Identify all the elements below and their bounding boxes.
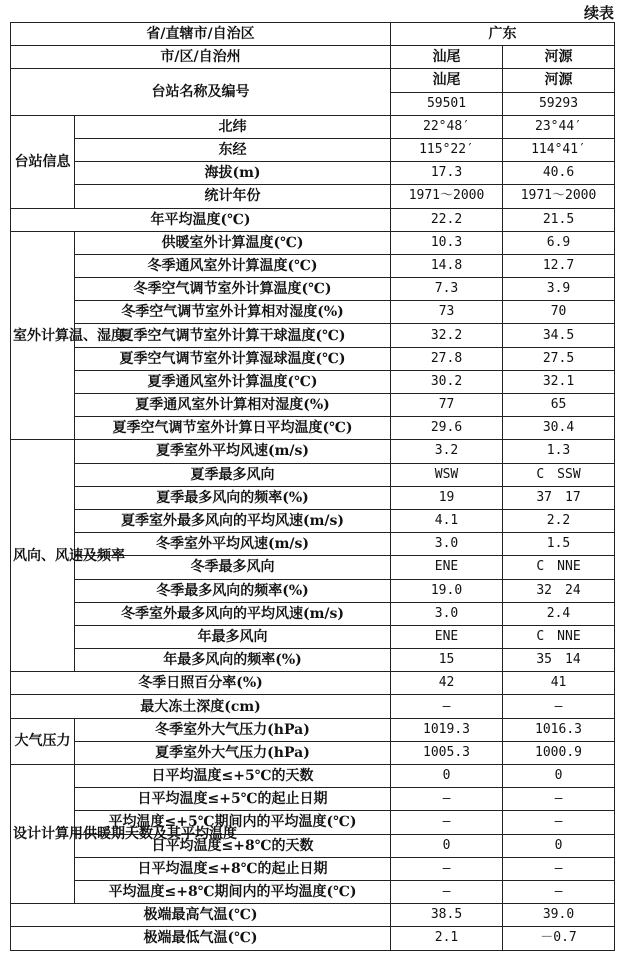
station-code-1: 59501 xyxy=(391,92,503,115)
row-label: 日平均温度≤+5℃的起止日期 xyxy=(75,788,391,811)
outdoor-temp-row xyxy=(11,301,615,324)
value-station-2: — xyxy=(503,857,615,880)
value-station-1: 77 xyxy=(391,394,503,417)
annual-mean-temp-row xyxy=(11,208,615,231)
value-station-1: — xyxy=(391,695,503,718)
wind-row xyxy=(11,463,615,486)
continued-label: 续表 xyxy=(583,4,614,22)
city-label: 市/区/自治州 xyxy=(11,46,391,69)
value-station-1: 3.2 xyxy=(391,440,503,463)
climate-table xyxy=(10,22,615,951)
value-station-1: 73 xyxy=(391,301,503,324)
value-station-1: 14.8 xyxy=(391,254,503,277)
value-station-2: 0 xyxy=(503,834,615,857)
value-station-2: 35 14 xyxy=(503,649,615,672)
value-station-1: 17.3 xyxy=(391,162,503,185)
wind-row xyxy=(11,486,615,509)
row-label: 冬季通风室外计算温度(℃) xyxy=(75,254,391,277)
value-station-1: 22.2 xyxy=(391,208,503,231)
value-station-1: ENE xyxy=(391,625,503,648)
value-station-2: 32.1 xyxy=(503,370,615,393)
value-station-1: ENE xyxy=(391,556,503,579)
value-station-2: — xyxy=(503,788,615,811)
province-label: 省/直辖市/自治区 xyxy=(11,23,391,46)
row-label: 冬季室外大气压力(hPa) xyxy=(75,718,391,741)
winter-sunshine-row xyxy=(11,672,615,695)
value-station-1: 7.3 xyxy=(391,278,503,301)
value-station-2: 27.5 xyxy=(503,347,615,370)
climate-table-body xyxy=(11,23,615,951)
value-station-2: — xyxy=(503,811,615,834)
heating-row xyxy=(11,857,615,880)
row-label: 冬季最多风向 xyxy=(75,556,391,579)
row-label: 供暖室外计算温度(℃) xyxy=(75,231,391,254)
row-label: 年最多风向的频率(%) xyxy=(75,649,391,672)
value-station-1: — xyxy=(391,788,503,811)
row-label: 日平均温度≤+8℃的起止日期 xyxy=(75,857,391,880)
value-station-1: 19.0 xyxy=(391,579,503,602)
extreme-min-label: 极端最低气温(℃) xyxy=(11,927,391,950)
value-station-2: 2.4 xyxy=(503,602,615,625)
value-station-2: 1.5 xyxy=(503,533,615,556)
heating-row xyxy=(11,765,615,788)
station-label: 台站名称及编号 xyxy=(11,69,391,115)
heating-group-label: 设计计算用供暖期天数及其平均温度 xyxy=(11,765,75,904)
row-label: 冬季室外最多风向的平均风速(m/s) xyxy=(75,602,391,625)
header-row-station xyxy=(11,69,615,92)
pressure-row xyxy=(11,741,615,764)
value-station-2: 21.5 xyxy=(503,208,615,231)
value-station-1: 115°22′ xyxy=(391,138,503,161)
city-name-2: 河源 xyxy=(503,46,615,69)
row-label: 冬季最多风向的频率(%) xyxy=(75,579,391,602)
value-station-2: C NNE xyxy=(503,625,615,648)
extreme-max-label: 极端最高气温(℃) xyxy=(11,904,391,927)
wind-row xyxy=(11,625,615,648)
header-row-province xyxy=(11,23,615,46)
heating-row xyxy=(11,880,615,903)
row-label: 夏季通风室外计算相对湿度(%) xyxy=(75,394,391,417)
value-station-2: 39.0 xyxy=(503,904,615,927)
value-station-2: 37 17 xyxy=(503,486,615,509)
value-station-2: 41 xyxy=(503,672,615,695)
value-station-1: 30.2 xyxy=(391,370,503,393)
value-station-2: 2.2 xyxy=(503,509,615,532)
row-label: 统计年份 xyxy=(75,185,391,208)
value-station-1: 32.2 xyxy=(391,324,503,347)
row-label: 夏季空气调节室外计算日平均温度(℃) xyxy=(75,417,391,440)
row-label: 夏季空气调节室外计算湿球温度(℃) xyxy=(75,347,391,370)
wind-row xyxy=(11,440,615,463)
value-station-1: 0 xyxy=(391,834,503,857)
city-name-1: 汕尾 xyxy=(391,46,503,69)
value-station-2: C SSW xyxy=(503,463,615,486)
value-station-1: 38.5 xyxy=(391,904,503,927)
pressure-row xyxy=(11,718,615,741)
winter-sunshine-label: 冬季日照百分率(%) xyxy=(11,672,391,695)
province-value: 广东 xyxy=(391,23,615,46)
wind-row xyxy=(11,579,615,602)
value-station-2: 23°44′ xyxy=(503,115,615,138)
value-station-1: 1019.3 xyxy=(391,718,503,741)
station-code-2: 59293 xyxy=(503,92,615,115)
outdoor-temp-row xyxy=(11,347,615,370)
station-name-2: 河源 xyxy=(503,69,615,92)
value-station-2: 6.9 xyxy=(503,231,615,254)
value-station-2: 12.7 xyxy=(503,254,615,277)
value-station-1: 10.3 xyxy=(391,231,503,254)
row-label: 冬季空气调节室外计算温度(℃) xyxy=(75,278,391,301)
frost-depth-label: 最大冻土深度(cm) xyxy=(11,695,391,718)
outdoor-temp-group-label: 室外计算温、湿度 xyxy=(11,231,75,440)
value-station-1: 1005.3 xyxy=(391,741,503,764)
value-station-1: 1971～2000 xyxy=(391,185,503,208)
value-station-1: 19 xyxy=(391,486,503,509)
value-station-2: 65 xyxy=(503,394,615,417)
value-station-1: 2.1 xyxy=(391,927,503,950)
row-label: 夏季最多风向 xyxy=(75,463,391,486)
value-station-2: 1016.3 xyxy=(503,718,615,741)
row-label: 海拔(m) xyxy=(75,162,391,185)
value-station-1: — xyxy=(391,880,503,903)
row-label: 年最多风向 xyxy=(75,625,391,648)
value-station-2: 32 24 xyxy=(503,579,615,602)
value-station-1: WSW xyxy=(391,463,503,486)
value-station-2: — xyxy=(503,695,615,718)
value-station-1: 4.1 xyxy=(391,509,503,532)
station-info-row xyxy=(11,115,615,138)
extreme-min-row xyxy=(11,927,615,950)
value-station-1: 15 xyxy=(391,649,503,672)
value-station-2: 1971～2000 xyxy=(503,185,615,208)
row-label: 夏季最多风向的频率(%) xyxy=(75,486,391,509)
station-info-row xyxy=(11,185,615,208)
value-station-1: 0 xyxy=(391,765,503,788)
heating-row xyxy=(11,788,615,811)
row-label: 日平均温度≤+5℃的天数 xyxy=(75,765,391,788)
row-label: 夏季室外大气压力(hPa) xyxy=(75,741,391,764)
value-station-1: 27.8 xyxy=(391,347,503,370)
wind-row xyxy=(11,602,615,625)
value-station-1: 3.0 xyxy=(391,602,503,625)
wind-row xyxy=(11,649,615,672)
outdoor-temp-row xyxy=(11,417,615,440)
value-station-2: 0 xyxy=(503,765,615,788)
row-label: 冬季空气调节室外计算相对湿度(%) xyxy=(75,301,391,324)
row-label: 日平均温度≤+8℃的天数 xyxy=(75,834,391,857)
row-label: 北纬 xyxy=(75,115,391,138)
wind-group-label: 风向、风速及频率 xyxy=(11,440,75,672)
value-station-2: 40.6 xyxy=(503,162,615,185)
value-station-1: — xyxy=(391,857,503,880)
value-station-1: — xyxy=(391,811,503,834)
row-label: 平均温度≤+5℃期间内的平均温度(℃) xyxy=(75,811,391,834)
value-station-2: 34.5 xyxy=(503,324,615,347)
station-info-row xyxy=(11,162,615,185)
pressure-group-label: 大气压力 xyxy=(11,718,75,764)
row-label: 平均温度≤+8℃期间内的平均温度(℃) xyxy=(75,880,391,903)
value-station-1: 3.0 xyxy=(391,533,503,556)
value-station-2: 1.3 xyxy=(503,440,615,463)
station-info-group-label: 台站信息 xyxy=(11,115,75,208)
outdoor-temp-row xyxy=(11,394,615,417)
station-info-row xyxy=(11,138,615,161)
wind-row xyxy=(11,509,615,532)
row-label: 冬季室外平均风速(m/s) xyxy=(75,533,391,556)
row-label: 夏季室外最多风向的平均风速(m/s) xyxy=(75,509,391,532)
value-station-1: 42 xyxy=(391,672,503,695)
header-row-city xyxy=(11,46,615,69)
value-station-2: 70 xyxy=(503,301,615,324)
value-station-2: — xyxy=(503,880,615,903)
row-label: 东经 xyxy=(75,138,391,161)
outdoor-temp-row xyxy=(11,370,615,393)
row-label: 夏季室外平均风速(m/s) xyxy=(75,440,391,463)
row-label: 夏季空气调节室外计算干球温度(℃) xyxy=(75,324,391,347)
value-station-2: 114°41′ xyxy=(503,138,615,161)
row-label: 夏季通风室外计算温度(℃) xyxy=(75,370,391,393)
value-station-1: 29.6 xyxy=(391,417,503,440)
extreme-max-row xyxy=(11,904,615,927)
frost-depth-row xyxy=(11,695,615,718)
value-station-2: －0.7 xyxy=(503,927,615,950)
outdoor-temp-row xyxy=(11,254,615,277)
value-station-2: C NNE xyxy=(503,556,615,579)
annual-mean-temp-label: 年平均温度(℃) xyxy=(11,208,391,231)
station-name-1: 汕尾 xyxy=(391,69,503,92)
value-station-2: 30.4 xyxy=(503,417,615,440)
value-station-2: 3.9 xyxy=(503,278,615,301)
value-station-2: 1000.9 xyxy=(503,741,615,764)
value-station-1: 22°48′ xyxy=(391,115,503,138)
outdoor-temp-row xyxy=(11,278,615,301)
outdoor-temp-row xyxy=(11,231,615,254)
